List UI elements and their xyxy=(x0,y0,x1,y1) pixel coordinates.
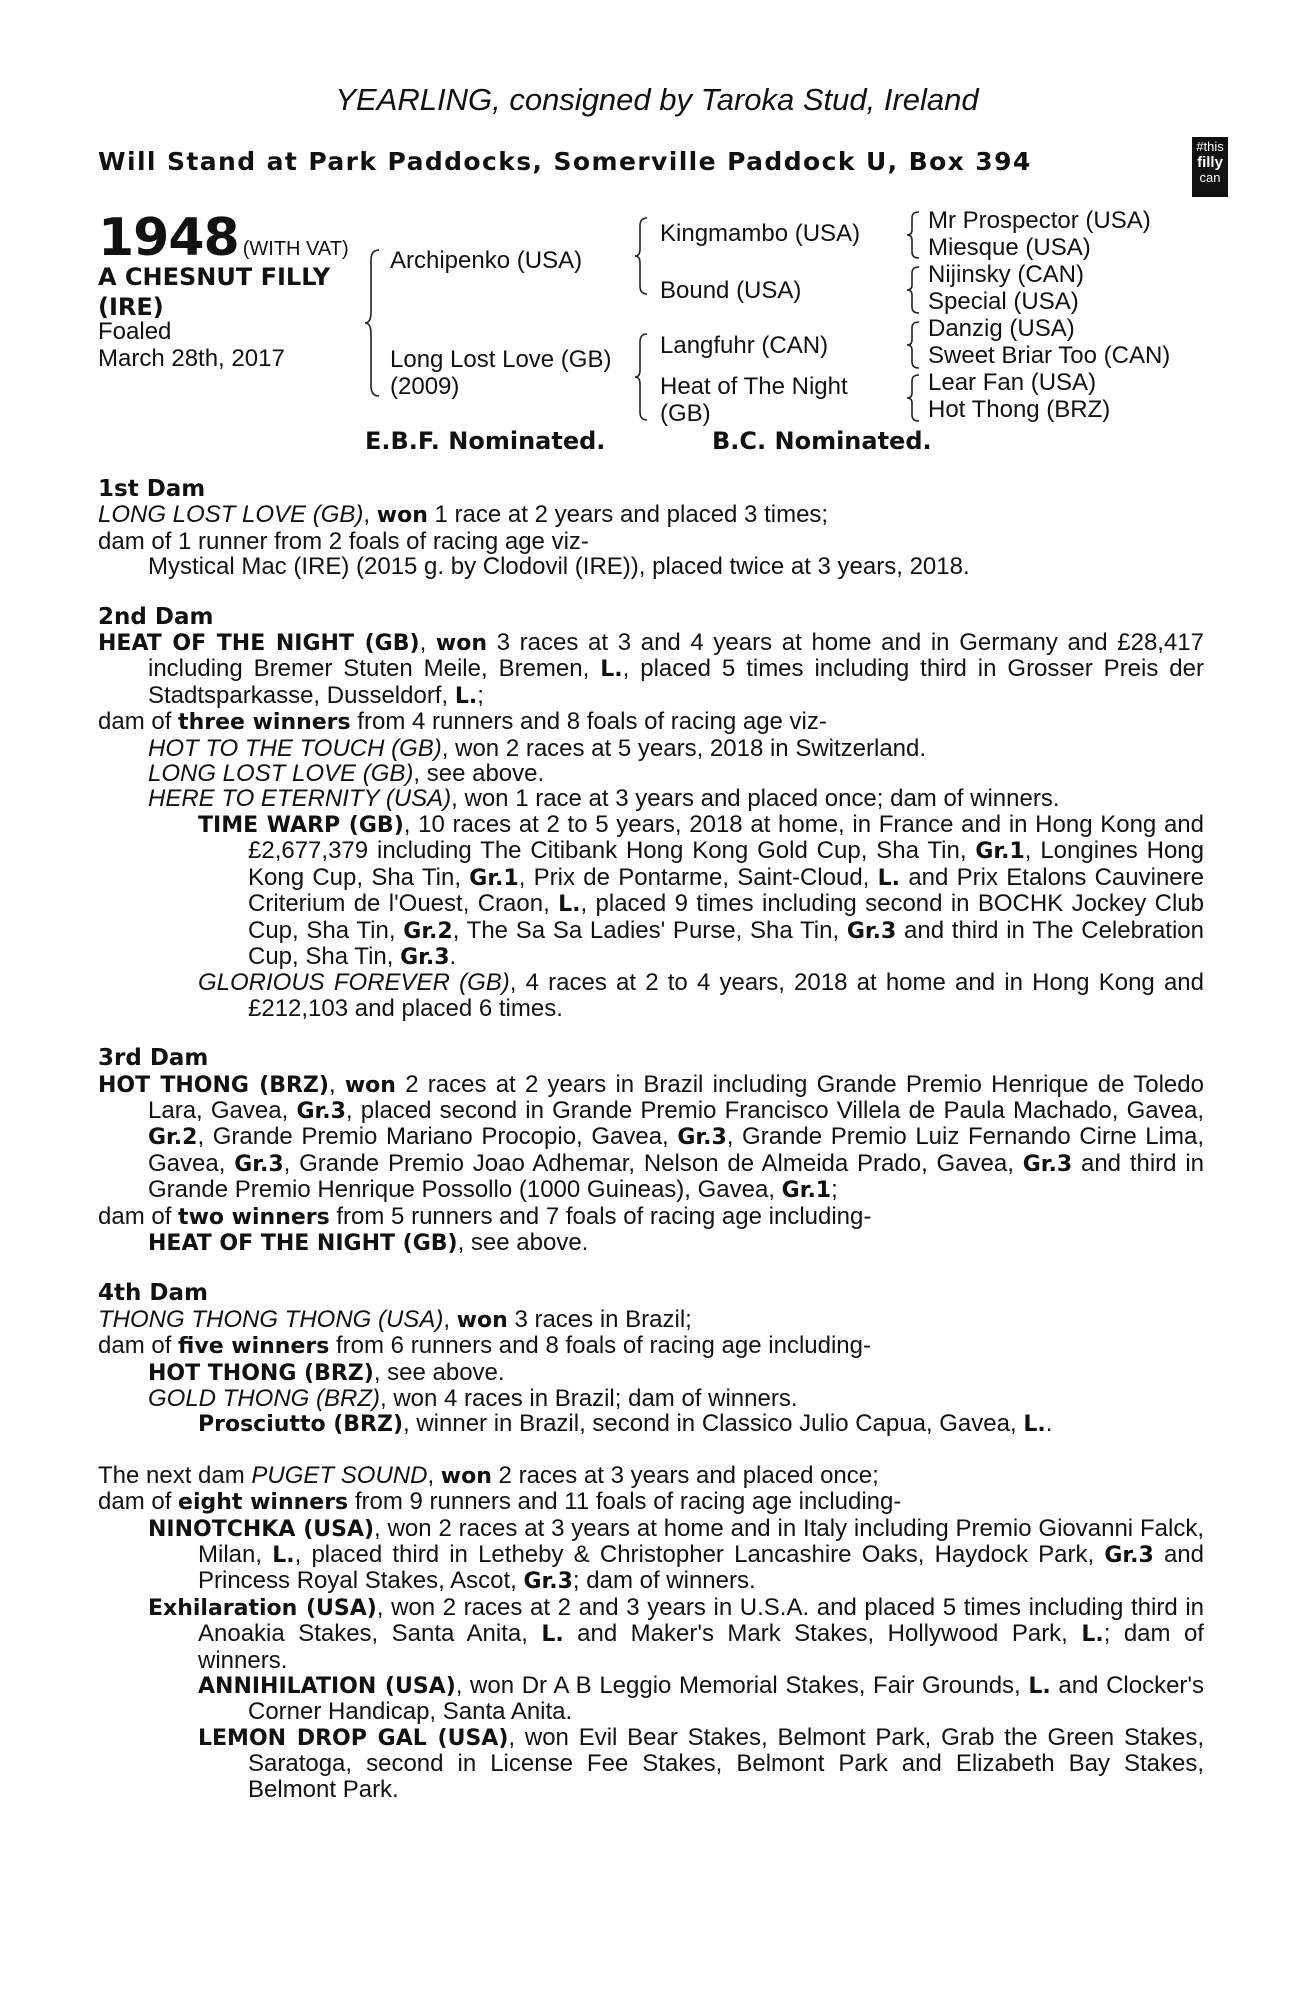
fourth-dam-offspring-1 xyxy=(98,1360,1204,1386)
next-dam-record xyxy=(98,1463,1204,1489)
td-b: , placed second in Grande Premio Francisco Villela de Paula Machado, Gavea, xyxy=(345,1096,1205,1124)
tw-h: . xyxy=(449,942,457,970)
second-dam-sep: , xyxy=(419,629,436,657)
offspring-rest: , see above. xyxy=(457,1228,589,1256)
td-c: , Grande Premio Mariano Procopio, Gavea, xyxy=(197,1123,678,1151)
lot-header xyxy=(98,208,349,268)
pedigree-g3: Nijinsky (CAN) xyxy=(928,261,1084,288)
next-dam-produce xyxy=(98,1489,1204,1515)
badge-line-1: #this xyxy=(1196,139,1224,154)
annihilation-record xyxy=(98,1673,1204,1725)
pedigree-sire-dam: Bound (USA) xyxy=(660,277,802,304)
second-dam-produce xyxy=(98,709,1204,735)
first-dam-name: LONG LOST LOVE (GB) xyxy=(98,501,364,529)
listed-tag: L. xyxy=(1081,1622,1104,1648)
n-d: ; dam of winners. xyxy=(572,1567,756,1595)
stabling-location: Will Stand at Park Paddocks, Somerville Paddock U, Box 394 xyxy=(98,147,1032,176)
listed-tag: L. xyxy=(600,657,623,683)
e-c: ; dam of winners. xyxy=(198,1620,1204,1674)
pedigree-brace-g3 xyxy=(907,320,923,370)
offspring-rest: , see above. xyxy=(373,1358,505,1386)
fourth-dam-heading: 4th Dam xyxy=(98,1280,208,1307)
consignment-line: YEARLING, consigned by Taroka Stud, Ireland xyxy=(335,82,979,117)
pedigree-dam-name: Long Lost Love (GB) xyxy=(390,346,612,373)
pedigree-sire-sire: Kingmambo (USA) xyxy=(660,220,861,247)
listed-tag: L. xyxy=(1023,1412,1046,1438)
offspring-rest: , winner in Brazil, second in Classico Julio Capua, Gavea, xyxy=(403,1410,1024,1438)
description-line-2: (IRE) xyxy=(98,293,164,321)
pedigree-dam-sire: Langfuhr (CAN) xyxy=(660,332,829,359)
second-dam-offspring-1 xyxy=(98,736,1204,761)
exhilaration-record xyxy=(98,1595,1204,1673)
pedigree-dam-dam xyxy=(660,373,848,427)
glorious-forever-name: GLORIOUS FOREVER (GB) xyxy=(198,969,510,997)
foaled-label: Foaled xyxy=(98,318,172,345)
pedigree-brace-main xyxy=(365,248,385,398)
second-dam-offspring-3 xyxy=(98,786,1204,811)
next-pre: The next dam xyxy=(98,1461,252,1489)
lemon-drop-gal-name: LEMON DROP GAL (USA) xyxy=(198,1725,509,1751)
pedigree-dam-year: (2009) xyxy=(390,373,460,400)
pedigree-brace-g1 xyxy=(907,210,923,260)
produce-post: from 5 runners and 7 foals of racing age including- xyxy=(329,1202,872,1230)
offspring-name: GOLD THONG (BRZ) xyxy=(148,1385,380,1412)
lemon-drop-gal-record xyxy=(98,1725,1204,1802)
td-d: , Grande Premio Luiz Fernando Cirne Lima, Gavea, xyxy=(148,1123,1204,1177)
group3-tag: Gr.3 xyxy=(677,1125,727,1151)
fourth-dam-offspring-2 xyxy=(98,1386,1204,1411)
next-dam-name: PUGET SOUND xyxy=(251,1461,428,1489)
foaled-info xyxy=(98,318,285,372)
this-filly-can-logo xyxy=(1192,137,1228,197)
group3-tag: Gr.3 xyxy=(846,918,897,944)
tw-f: , The Sa Sa Ladies' Purse, Sha Tin, xyxy=(452,916,847,944)
glorious-forever-record xyxy=(98,970,1204,1021)
ebf-nominated: E.B.F. Nominated. xyxy=(365,427,606,455)
fourth-dam-produce xyxy=(98,1333,1204,1359)
fourth-dam-record xyxy=(98,1307,1204,1333)
pedigree-brace-sire xyxy=(635,216,651,296)
description-line-1: A CHESNUT FILLY xyxy=(98,263,331,291)
time-warp-name: TIME WARP (GB) xyxy=(198,812,404,838)
time-warp-record xyxy=(98,812,1204,970)
tw-a: , 10 races at 2 to 5 years, 2018 at home, in France and in Hong Kong and £2,677,379 including The Citibank Hong Kong Gold Cup, Sha Tin, xyxy=(248,810,1204,865)
fourth-dam-offspring-3 xyxy=(98,1411,1204,1437)
third-dam-offspring-1 xyxy=(98,1230,1204,1256)
offspring-rest: , won 1 race at 3 years and placed once; dam of winners. xyxy=(451,785,1060,813)
badge-line-3: can xyxy=(1199,170,1221,185)
pedigree-g8: Hot Thong (BRZ) xyxy=(928,396,1111,423)
glorious-forever-rest: , 4 races at 2 to 4 years, 2018 at home and in Hong Kong and £212,103 and placed 6 times. xyxy=(248,969,1205,1022)
produce-bold: five winners xyxy=(178,1334,330,1360)
listed-tag: L. xyxy=(541,1622,564,1648)
second-dam-offspring-2 xyxy=(98,761,1204,786)
listed-tag: L. xyxy=(272,1543,295,1569)
sep: , xyxy=(427,1461,441,1489)
pedigree-dam xyxy=(390,346,611,400)
pedigree-g2: Miesque (USA) xyxy=(928,234,1091,261)
produce-bold: three winners xyxy=(178,710,351,736)
produce-bold: eight winners xyxy=(178,1490,349,1516)
pedigree-grand-dams xyxy=(928,207,1170,423)
n-a: , won 2 races at 3 years at home and in Italy including Premio Giovanni Falck, Milan, xyxy=(198,1514,1204,1569)
produce-pre: dam of xyxy=(98,708,179,736)
lot-number: 1948 xyxy=(98,208,239,268)
pedigree-sire: Archipenko (USA) xyxy=(390,247,583,274)
e-b: and Maker's Mark Stakes, Hollywood Park, xyxy=(563,1620,1082,1648)
sep: , xyxy=(328,1070,345,1098)
fourth-dam-won: won xyxy=(456,1307,508,1333)
first-dam-record xyxy=(98,502,1204,528)
second-dam-a: 3 races at 3 and 4 years at home and in Germany and £28,417 including Bremer Stuten Meile, Bremen, xyxy=(148,629,1205,683)
pedigree-brace-g2 xyxy=(907,265,923,315)
pedigree-g7: Lear Fan (USA) xyxy=(928,369,1097,396)
second-dam-b: , placed 5 times including third in Grosser Preis der Stadtsparkasse, Dusseldorf, xyxy=(148,655,1204,709)
group1-tag: Gr.1 xyxy=(469,865,519,891)
offspring-name: HOT THONG (BRZ) xyxy=(148,1360,374,1386)
produce-pre: dam of xyxy=(98,1332,179,1360)
tw-d: and Prix Etalons Cauvinere Criterium de l'Ouest, Craon, xyxy=(248,863,1204,918)
second-dam-c: ; xyxy=(477,681,484,709)
next-won: won xyxy=(440,1463,492,1489)
vat-note: (WITH VAT) xyxy=(242,238,349,260)
bc-nominated: B.C. Nominated. xyxy=(712,427,932,455)
first-dam-sep: , xyxy=(363,501,377,529)
lot-description xyxy=(98,262,330,322)
offspring-end: . xyxy=(1045,1410,1053,1438)
annihilation-name: ANNIHILATION (USA) xyxy=(198,1674,456,1700)
ninotchka-record xyxy=(98,1516,1204,1595)
produce-post: from 4 runners and 8 foals of racing age viz- xyxy=(350,708,827,736)
offspring-rest: , won 4 races in Brazil; dam of winners. xyxy=(380,1385,798,1412)
listed-tag: L. xyxy=(1028,1674,1051,1700)
group1-tag: Gr.1 xyxy=(975,839,1025,865)
offspring-rest: , won 2 races at 5 years, 2018 in Switzerland. xyxy=(441,734,927,762)
second-dam-heading: 2nd Dam xyxy=(98,603,214,630)
tw-c: , Prix de Pontarme, Saint-Cloud, xyxy=(518,863,878,891)
produce-pre: dam of xyxy=(98,1202,179,1230)
group3-tag: Gr.3 xyxy=(296,1098,346,1124)
offspring-name: HOT TO THE TOUCH (GB) xyxy=(148,734,442,762)
pedigree-brace-dam xyxy=(635,332,651,422)
td-e: , Grande Premio Joao Adhemar, Nelson de Almeida Prado, Gavea, xyxy=(283,1149,1023,1177)
ld-a: , won Evil Bear Stakes, Belmont Park, Grab the Green Stakes, Saratoga, second in License Fee Stakes, Belmont Park and Elizabeth Bay Stakes, Belmont Park. xyxy=(248,1723,1204,1803)
pedigree-dam-dam-country: (GB) xyxy=(660,400,711,427)
third-dam-name: HOT THONG (BRZ) xyxy=(98,1072,329,1098)
e-a: , won 2 races at 2 and 3 years in U.S.A. and placed 5 times including third in Anoakia Stakes, Santa Anita, xyxy=(198,1593,1204,1648)
group3-tag: Gr.3 xyxy=(234,1151,284,1177)
offspring-name: Prosciutto (BRZ) xyxy=(198,1412,404,1438)
next-rest: 2 races at 3 years and placed once; xyxy=(491,1461,879,1489)
group2-tag: Gr.2 xyxy=(148,1125,198,1151)
a-a: , won Dr A B Leggio Memorial Stakes, Fair Grounds, xyxy=(455,1672,1029,1700)
first-dam-heading: 1st Dam xyxy=(98,476,206,502)
second-dam-won: won xyxy=(435,631,488,657)
fourth-dam-rest: 3 races in Brazil; xyxy=(507,1305,692,1333)
produce-post: from 9 runners and 11 foals of racing age including- xyxy=(348,1488,902,1516)
listed-tag: L. xyxy=(877,865,901,891)
a-b: and Clocker's Corner Handicap, Santa Anita. xyxy=(248,1672,1204,1726)
second-dam-record xyxy=(98,630,1204,709)
first-dam-produce: dam of 1 runner from 2 foals of racing age viz- xyxy=(98,527,589,555)
tw-b: , Longines Hong Kong Cup, Sha Tin, xyxy=(248,837,1204,891)
produce-pre: dam of xyxy=(98,1488,179,1516)
offspring-name: HERE TO ETERNITY (USA) xyxy=(148,785,452,813)
pedigree-g1: Mr Prospector (USA) xyxy=(928,207,1151,234)
badge-line-2: filly xyxy=(1197,154,1223,171)
produce-bold: two winners xyxy=(178,1204,330,1230)
group3-tag: Gr.3 xyxy=(523,1569,573,1595)
foaled-date: March 28th, 2017 xyxy=(98,345,285,372)
offspring-name: LONG LOST LOVE (GB) xyxy=(148,760,414,788)
sep: , xyxy=(443,1305,457,1333)
td-f: and third in Grande Premio Henrique Possollo (1000 Guineas), Gavea, xyxy=(148,1149,1204,1204)
tw-e: , placed 9 times including second in BOCHK Jockey Club Cup, Sha Tin, xyxy=(248,890,1204,944)
pedigree-g5: Danzig (USA) xyxy=(928,315,1075,342)
exhilaration-name: Exhilaration (USA) xyxy=(148,1595,377,1621)
group2-tag: Gr.2 xyxy=(403,918,453,944)
third-dam-record xyxy=(98,1072,1204,1204)
tw-g: and third in The Celebration Cup, Sha Tin, xyxy=(248,916,1204,970)
ninotchka-name: NINOTCHKA (USA) xyxy=(148,1516,375,1542)
n-c: and Princess Royal Stakes, Ascot, xyxy=(198,1541,1204,1595)
family-details xyxy=(98,477,1204,1802)
group3-tag: Gr.3 xyxy=(1104,1543,1154,1569)
second-dam-name: HEAT OF THE NIGHT (GB) xyxy=(98,631,420,657)
first-dam-offspring: Mystical Mac (IRE) (2015 g. by Clodovil (IRE)), placed twice at 3 years, 2018. xyxy=(148,553,970,581)
first-dam-won: won xyxy=(376,503,428,529)
offspring-rest: , see above. xyxy=(413,760,545,788)
pedigree-g6: Sweet Briar Too (CAN) xyxy=(928,342,1171,369)
third-dam-won: won xyxy=(344,1072,396,1098)
td-g: ; xyxy=(831,1176,838,1204)
produce-post: from 6 runners and 8 foals of racing age including- xyxy=(329,1332,871,1360)
pedigree-dam-dam-name: Heat of The Night xyxy=(660,373,848,400)
third-dam-produce xyxy=(98,1204,1204,1230)
pedigree-g4: Special (USA) xyxy=(928,288,1079,315)
listed-tag: L. xyxy=(454,683,478,709)
listed-tag: L. xyxy=(558,892,581,918)
group3-tag: Gr.3 xyxy=(1022,1151,1073,1177)
first-dam-rest: 1 race at 2 years and placed 3 times; xyxy=(427,501,829,529)
third-dam-heading: 3rd Dam xyxy=(98,1045,209,1072)
group3-tag: Gr.3 xyxy=(400,944,450,970)
td-a: 2 races at 2 years in Brazil including Grande Premio Henrique de Toledo Lara, Gavea, xyxy=(148,1070,1204,1124)
group1-tag: Gr.1 xyxy=(781,1178,832,1204)
offspring-name: HEAT OF THE NIGHT (GB) xyxy=(148,1230,458,1256)
fourth-dam-name: THONG THONG THONG (USA) xyxy=(98,1305,444,1333)
pedigree-brace-g4 xyxy=(907,373,923,423)
n-b: , placed third in Letheby & Christopher Lancashire Oaks, Haydock Park, xyxy=(294,1541,1105,1569)
